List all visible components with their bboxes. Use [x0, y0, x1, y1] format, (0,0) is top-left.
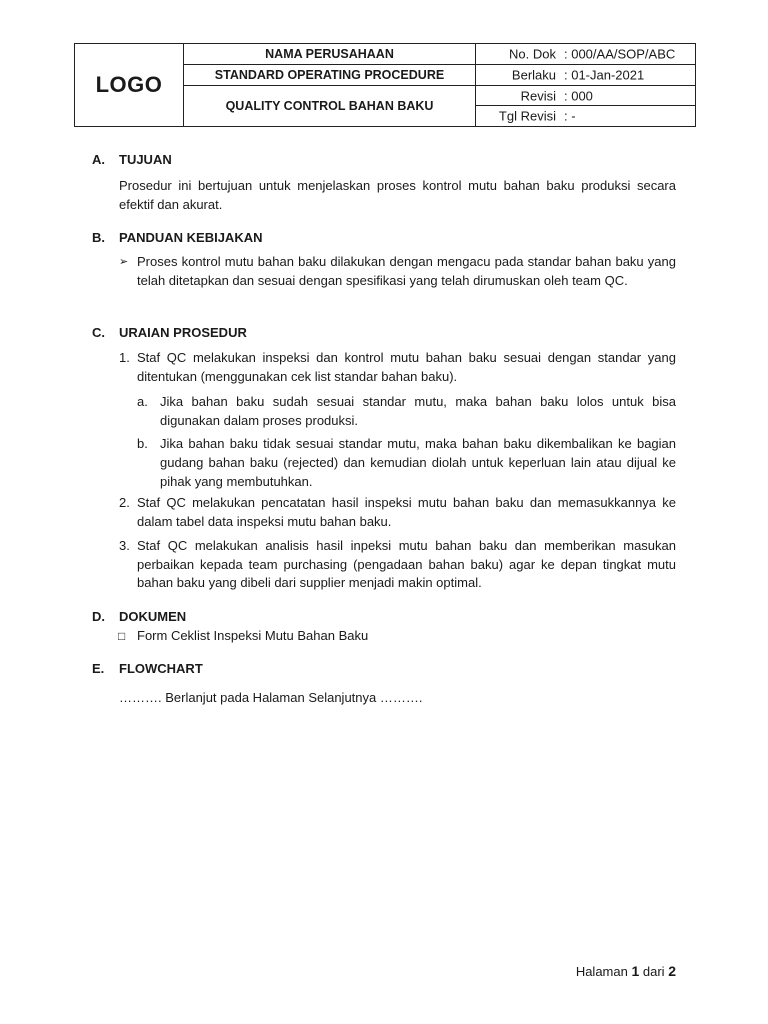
section-heading-uraian — [92, 325, 247, 340]
section-title: DOKUMEN — [119, 609, 187, 624]
section-heading-panduan — [92, 230, 263, 245]
step-text: Staf QC melakukan inspeksi dan kontrol mutu bahan baku sesuai dengan standar yang ditentukan (menggunakan cek list standar bahan baku). — [137, 350, 676, 384]
meta-row-doc-number — [476, 44, 696, 65]
document-item: Form Ceklist Inspeksi Mutu Bahan Baku — [137, 628, 369, 643]
continued-note: ………. Berlanjut pada Halaman Selanjutnya ………. — [119, 690, 423, 705]
section-title: URAIAN PROSEDUR — [119, 325, 247, 340]
meta-row-revision — [476, 86, 696, 106]
step-number: 3. — [119, 538, 130, 553]
total-pages: 2 — [668, 963, 676, 979]
section-letter: D. — [92, 609, 105, 624]
substep-letter: b. — [137, 436, 148, 451]
section-heading-dokumen — [92, 609, 186, 624]
section-letter: C. — [92, 325, 105, 340]
section-letter: A. — [92, 152, 105, 167]
sop-title: STANDARD OPERATING PROCEDURE — [184, 65, 476, 86]
meta-value: : 000/AA/SOP/ABC — [564, 46, 676, 62]
section-heading-flowchart — [92, 661, 203, 676]
section-title: PANDUAN KEBIJAKAN — [119, 230, 263, 245]
step-number: 1. — [119, 350, 130, 365]
section-heading-tujuan — [92, 152, 172, 167]
step-text: Staf QC melakukan analisis hasil inpeksi mutu bahan baku dan memberikan masukan perbaikan kepada team purchasing (pengadaan bahan baku) agar ke depan tingkat mutu bahan baku yang dibeli dari supplier menjadi makin optimal. — [137, 538, 676, 590]
substep-text: Jika bahan baku tidak sesuai standar mutu, maka bahan baku dikembalikan ke bagian gudang bahan baku (rejected) dan kemudian diolah untuk keperluan lain atau dijual ke pihak yang membutuhkan. — [160, 436, 676, 489]
section-letter: E. — [92, 661, 105, 676]
meta-label: No. Dok — [509, 46, 556, 62]
meta-row-effective — [476, 65, 696, 86]
meta-label: Tgl Revisi — [498, 108, 556, 124]
meta-value: : - — [564, 108, 576, 124]
section-title: FLOWCHART — [119, 661, 203, 676]
substep-letter: a. — [137, 394, 148, 409]
arrow-bullet-icon: ➢ — [119, 256, 129, 268]
page-prefix: Halaman — [575, 964, 628, 979]
meta-value: : 01-Jan-2021 — [564, 67, 645, 83]
meta-label: Revisi — [520, 88, 556, 103]
page-number — [576, 963, 676, 979]
step-text: Staf QC melakukan pencatatan hasil inspeksi mutu bahan baku dan memasukkannya ke dalam tabel data inspeksi mutu bahan baku. — [137, 495, 676, 529]
substep-text: Jika bahan baku sudah sesuai standar mutu, maka bahan baku lolos untuk bisa digunakan dalam proses produksi. — [160, 394, 676, 428]
square-bullet-icon: □ — [118, 629, 126, 643]
section-body-tujuan: Prosedur ini bertujuan untuk menjelaskan proses kontrol mutu bahan baku produksi secara efektif dan akurat. — [119, 178, 676, 212]
section-letter: B. — [92, 230, 105, 245]
policy-bullet: Proses kontrol mutu bahan baku dilakukan dengan mengacu pada standar bahan baku yang telah ditetapkan dan sesuai dengan spesifikasi yang telah dirumuskan oleh team QC. — [137, 254, 676, 288]
logo: LOGO — [75, 44, 184, 127]
document-title: QUALITY CONTROL BAHAN BAKU — [184, 86, 476, 127]
meta-value: : 000 — [564, 88, 593, 103]
company-name: NAMA PERUSAHAAN — [184, 44, 476, 65]
step-number: 2. — [119, 495, 130, 510]
document-header — [74, 43, 696, 126]
current-page: 1 — [631, 963, 640, 979]
meta-row-revision-date — [476, 106, 696, 127]
section-title: TUJUAN — [119, 152, 172, 167]
meta-label: Berlaku — [511, 67, 556, 83]
page-of: dari — [642, 964, 665, 979]
